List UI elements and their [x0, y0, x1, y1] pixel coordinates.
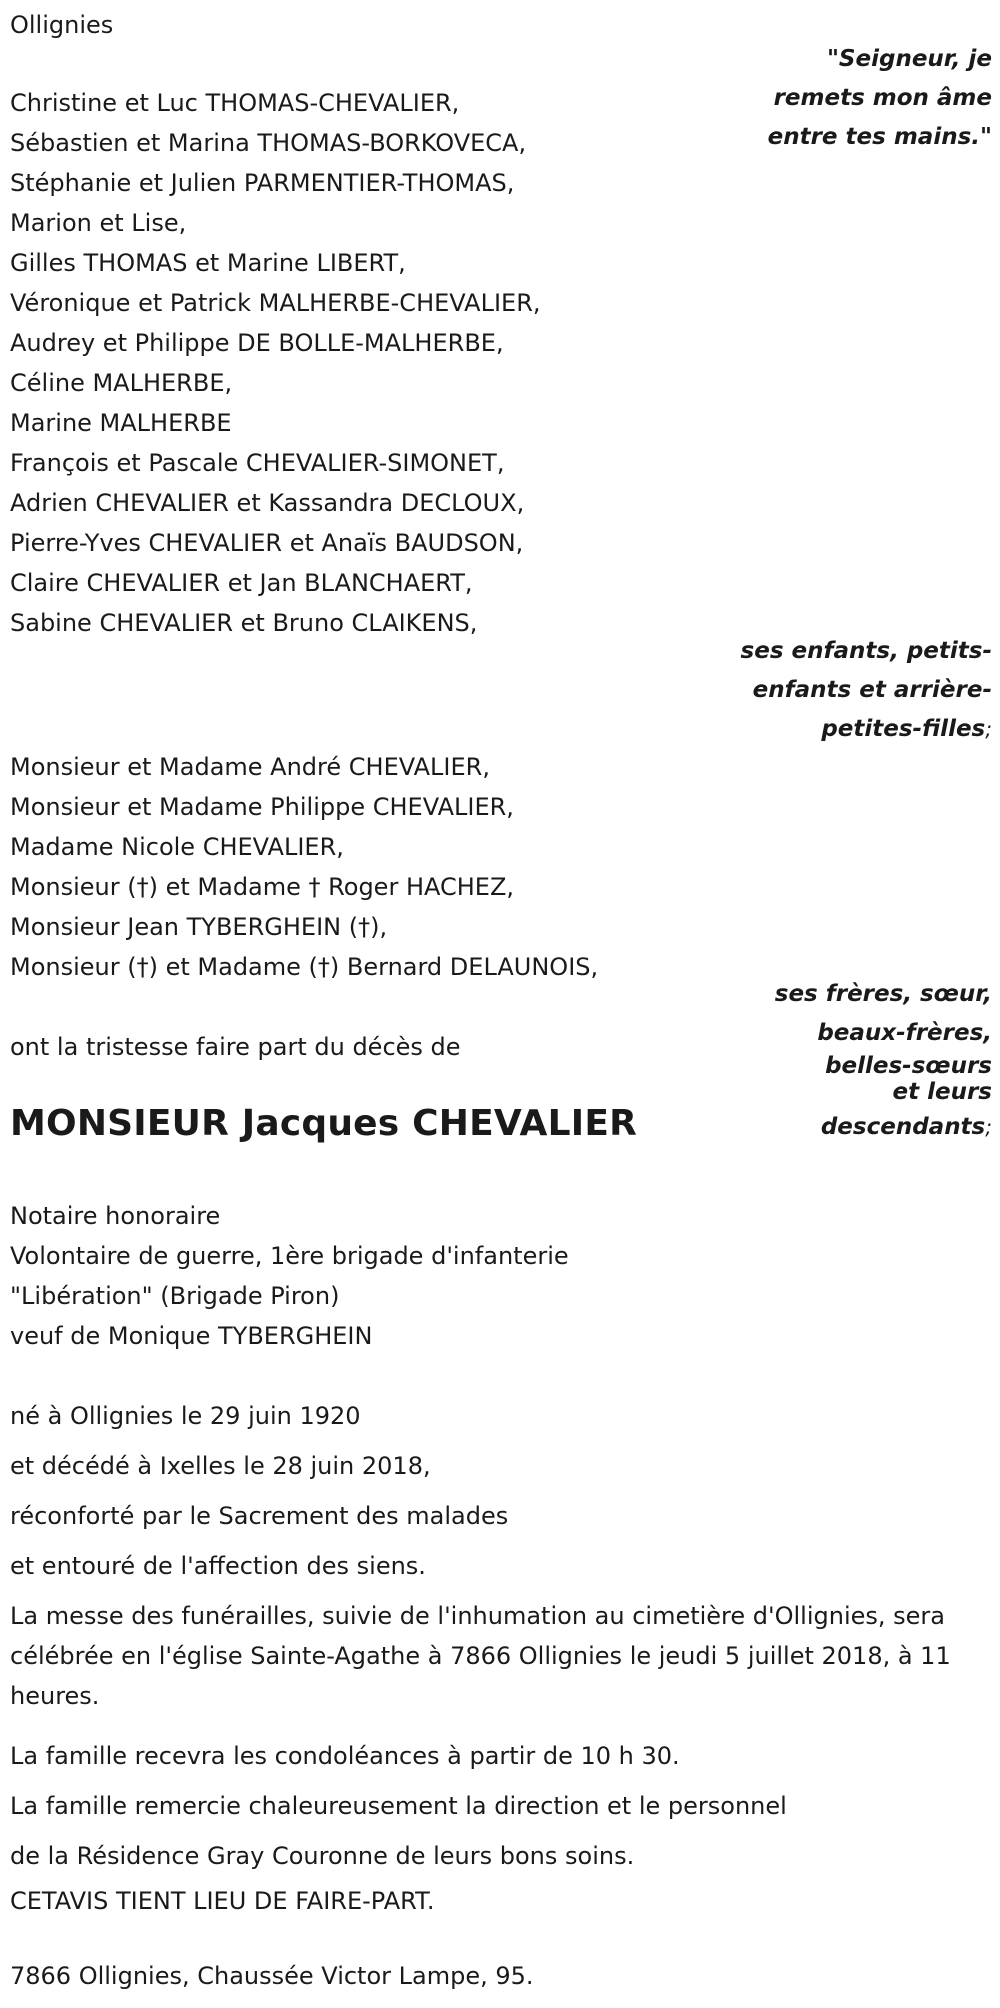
- title-line: "Libération" (Brigade Piron): [10, 1282, 340, 1310]
- caption-line: et leurs: [892, 1079, 992, 1105]
- detail-line: réconforté par le Sacrement des malades: [10, 1502, 509, 1530]
- list-item: François et Pascale CHEVALIER-SIMONET,: [10, 449, 505, 477]
- notice-text: CETAVIS TIENT LIEU DE FAIRE-PART.: [10, 1887, 435, 1915]
- list-item: Claire CHEVALIER et Jan BLANCHAERT,: [10, 569, 473, 597]
- caption-line: ses frères, sœur,: [774, 981, 992, 1007]
- quote-line: "Seigneur, je: [826, 46, 992, 72]
- list-item: Stéphanie et Julien PARMENTIER-THOMAS,: [10, 169, 515, 197]
- quote-line: remets mon âme: [773, 85, 992, 111]
- list-item: Audrey et Philippe DE BOLLE-MALHERBE,: [10, 329, 504, 357]
- deceased-name: MONSIEUR Jacques CHEVALIER: [10, 1103, 638, 1144]
- announcement-text: ont la tristesse faire part du décès de: [10, 1033, 461, 1061]
- list-item: Pierre-Yves CHEVALIER et Anaïs BAUDSON,: [10, 529, 524, 557]
- place-header: Ollignies: [10, 11, 114, 39]
- list-item: Sébastien et Marina THOMAS-BORKOVECA,: [10, 129, 527, 157]
- list-item: Gilles THOMAS et Marine LIBERT,: [10, 249, 406, 277]
- caption-line: [775, 1105, 992, 1149]
- title-line: veuf de Monique TYBERGHEIN: [10, 1322, 373, 1350]
- caption-line: beaux-frères,: [817, 1020, 992, 1046]
- detail-line: et entouré de l'affection des siens.: [10, 1552, 426, 1580]
- caption-line: belles-sœurs: [825, 1053, 992, 1079]
- condolences-text: La famille recevra les condoléances à partir de 10 h 30.: [10, 1742, 680, 1770]
- list-item: Monsieur (†) et Madame (†) Bernard DELAUNOIS,: [10, 953, 599, 981]
- children-caption: [741, 632, 992, 749]
- list-item: Madame Nicole CHEVALIER,: [10, 833, 344, 861]
- title-line: Volontaire de guerre, 1ère brigade d'infanterie: [10, 1242, 569, 1270]
- list-item: Monsieur et Madame André CHEVALIER,: [10, 753, 490, 781]
- funeral-paragraph: La messe des funérailles, suivie de l'inhumation au cimetière d'Ollignies, sera célébrée en l'église Sainte-Agathe à 7866 Ollignies le jeudi 5 juillet 2018, à 11 heures.: [10, 1602, 951, 1710]
- caption-line: ses enfants, petits-: [740, 638, 992, 664]
- list-item: Monsieur et Madame Philippe CHEVALIER,: [10, 793, 514, 821]
- quote-line: entre tes mains.": [767, 124, 992, 150]
- list-item: Adrien CHEVALIER et Kassandra DECLOUX,: [10, 489, 525, 517]
- detail-line: né à Ollignies le 29 juin 1920: [10, 1402, 361, 1430]
- list-item: Céline MALHERBE,: [10, 369, 233, 397]
- thanks-line: La famille remercie chaleureusement la direction et le personnel: [10, 1792, 787, 1820]
- scripture-quote: [768, 40, 992, 157]
- list-item: Monsieur (†) et Madame † Roger HACHEZ,: [10, 873, 515, 901]
- caption-line: [741, 710, 992, 749]
- list-item: Sabine CHEVALIER et Bruno CLAIKENS,: [10, 609, 478, 637]
- siblings-caption: [775, 975, 992, 1149]
- list-item: Marine MALHERBE: [10, 409, 232, 437]
- list-item: Véronique et Patrick MALHERBE-CHEVALIER,: [10, 289, 541, 317]
- list-item: Monsieur Jean TYBERGHEIN (†),: [10, 913, 388, 941]
- caption-text: petites-filles: [821, 716, 986, 742]
- caption-line: enfants et arrière-: [752, 677, 992, 703]
- list-item: Christine et Luc THOMAS-CHEVALIER,: [10, 89, 460, 117]
- address-text: 7866 Ollignies, Chaussée Victor Lampe, 95.: [10, 1962, 534, 1990]
- caption-text: descendants: [820, 1114, 986, 1140]
- title-line: Notaire honoraire: [10, 1202, 221, 1230]
- detail-line: et décédé à Ixelles le 28 juin 2018,: [10, 1452, 431, 1480]
- caption-semicolon: ;: [985, 717, 992, 741]
- caption-semicolon: ;: [985, 1115, 992, 1139]
- thanks-line: de la Résidence Gray Couronne de leurs bons soins.: [10, 1842, 635, 1870]
- list-item: Marion et Lise,: [10, 209, 187, 237]
